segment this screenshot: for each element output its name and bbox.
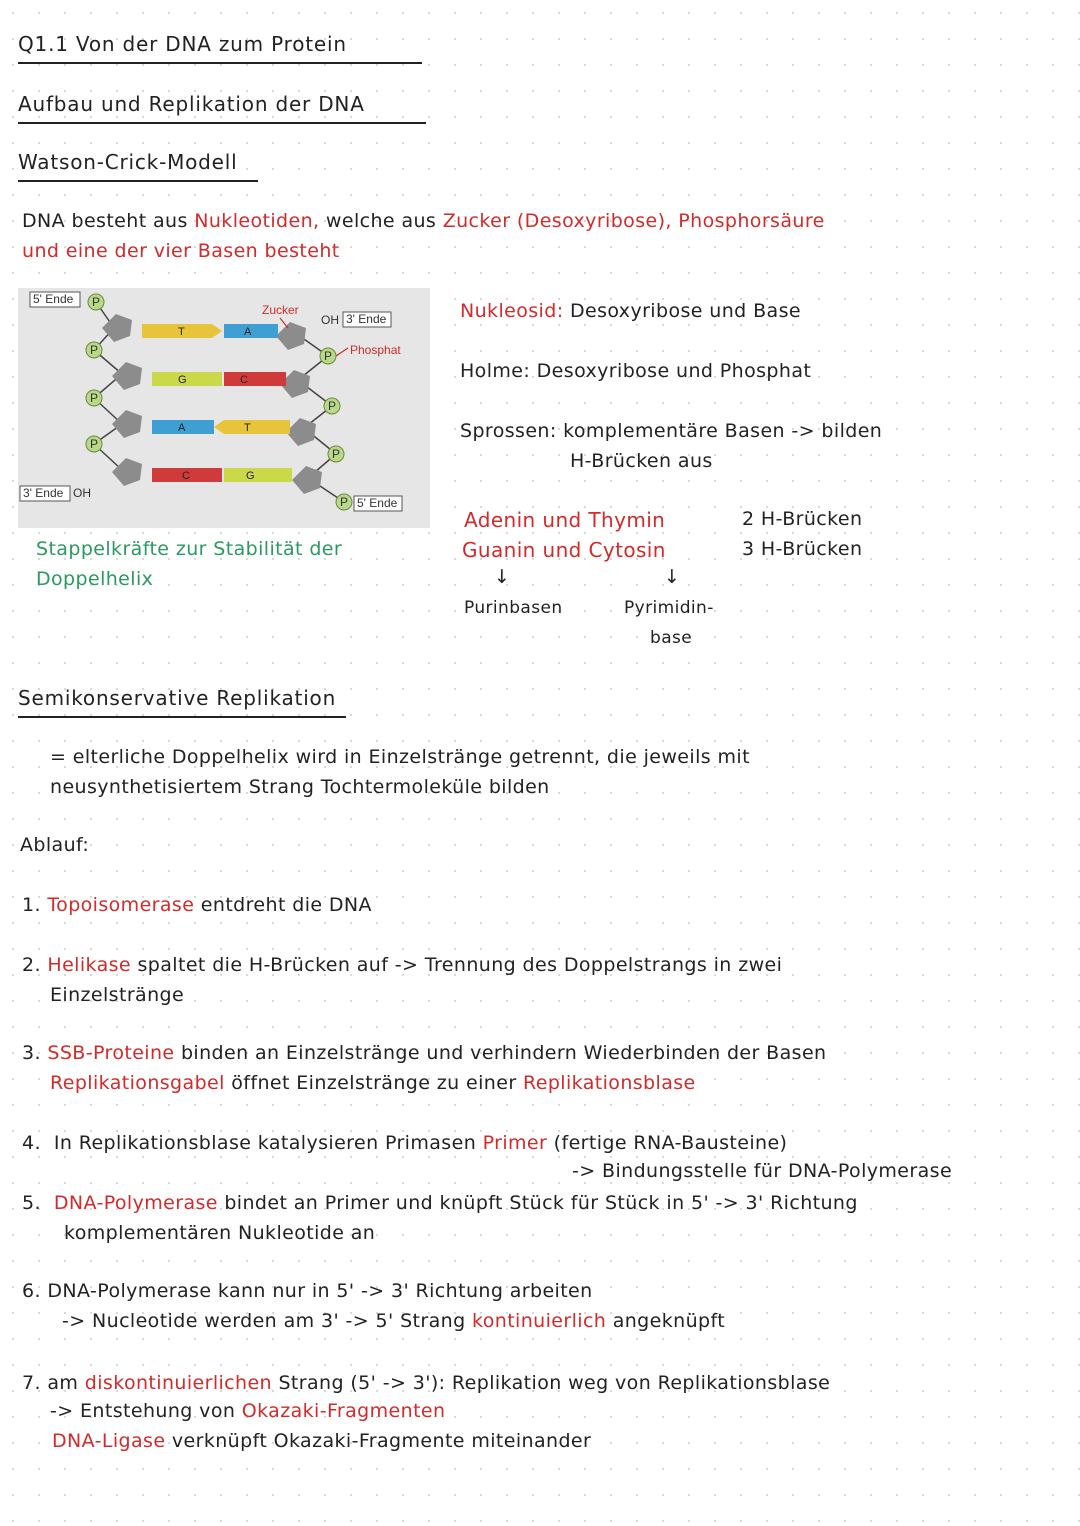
sugar-icon [276,322,306,350]
guanin-cytosin-bonds: 3 H-Brücken [742,538,863,560]
step-7-text-b: Strang (5' -> 3'): Replikation weg von Replikationsblase [278,1372,831,1394]
intro-line-1 [22,210,825,232]
base-label: T [244,422,251,434]
phosphate-label: P [90,391,99,405]
step-3-ssb-proteine: SSB-Proteine [47,1042,175,1064]
step-6 [22,1280,593,1302]
step-6-line-2a: -> Nucleotide werden am 3' -> 5' Strang [62,1310,466,1332]
step-2-line-2: Einzelstränge [50,984,185,1006]
intro-text-2: welche aus [325,210,437,232]
step-3-text: binden an Einzelstränge und verhindern Wiederbinden der Basen [180,1042,827,1064]
base-label: G [178,374,187,386]
annotation-phosphat: Phosphat [350,343,401,357]
end-label-3-top: 3' Ende [346,312,387,326]
step-7 [22,1372,830,1394]
step-6-line-2 [62,1310,725,1332]
step-4-primer: Primer [482,1132,548,1154]
sprossen-note-line-2 [570,450,713,472]
intro-line-2 [22,240,340,262]
step-1-topoisomerase: Topoisomerase [47,894,195,916]
step-7-text-a: am [47,1372,79,1394]
ablauf-label: Ablauf: [20,834,90,856]
step-4-number: 4. [22,1132,41,1154]
step-7-line-2 [50,1400,445,1422]
step-5-number: 5. [22,1192,41,1214]
intro-text-1: DNA besteht aus [22,210,188,232]
end-label-5-top: 5' Ende [33,292,74,306]
step-4-text-b: (fertige RNA-Bausteine) [553,1132,788,1154]
step-1-text: entdreht die DNA [200,894,372,916]
guanin-cytosin: Guanin und Cytosin [462,538,666,562]
section-heading-replikation [18,686,346,718]
step-4 [22,1132,787,1154]
sprossen-label: Sprossen: [460,420,557,442]
step-2-text: spaltet die H-Brücken auf -> Trennung des Doppelstrangs in zwei [137,954,783,976]
step-5-dna-polymerase: DNA-Polymerase [53,1192,218,1214]
base-label: C [240,374,248,386]
step-1 [22,894,372,916]
annotation-zucker: Zucker [262,303,299,317]
step-4-line-2: -> Bindungsstelle für DNA-Polymerase [572,1160,953,1182]
definition-line-1: = elterliche Doppelhelix wird in Einzelstränge getrennt, die jeweils mit [50,746,750,768]
step-2-number: 2. [22,954,41,976]
section-heading-watson-crick [18,150,258,182]
step-7-line-3-text: verknüpft Okazaki-Fragmente miteinander [171,1430,592,1452]
sugar-icon [112,362,142,390]
section-heading-replikation-text: Semikonservative Replikation [18,686,337,710]
sprossen-text-2: H-Brücken aus [570,450,713,472]
oh-label-top: OH [321,313,339,327]
step-4-text: In Replikationsblase katalysieren Primasen [53,1132,477,1154]
pyrimidin-label-2: base [650,628,693,648]
definition-line-2: neusynthetisiertem Strang Tochtermoleküle bilden [50,776,550,798]
section-heading-aufbau [18,92,426,124]
stapel-line-1: Stappelkräfte zur Stabilität der [36,538,343,560]
phosphate-label: P [90,437,99,451]
page-title-text: Q1.1 Von der DNA zum Protein [18,32,347,56]
sugar-icon [112,410,142,438]
dna-structure-svg [18,288,430,528]
step-7-number: 7. [22,1372,41,1394]
step-7-line-3 [52,1430,591,1452]
base-label: G [246,470,255,482]
step-3-number: 3. [22,1042,41,1064]
pyrimidin-label-1: Pyrimidin- [624,598,714,618]
holme-note [460,360,811,382]
nukleosid-label: Nukleosid: [460,300,564,322]
step-1-number: 1. [22,894,41,916]
step-2 [22,954,782,976]
intro-nukleotiden: Nukleotiden, [194,210,320,232]
dna-structure-figure [18,288,430,528]
holme-label: Holme: [460,360,531,382]
base-label: C [182,470,190,482]
phosphate-label: P [92,295,101,309]
base-label: A [178,422,186,434]
intro-zucker: Zucker (Desoxyribose), Phosphorsäure [442,210,825,232]
arrow-down-icon: ↓ [494,566,511,588]
phosphate-label: P [328,399,337,413]
sugar-icon [112,458,142,486]
step-3 [22,1042,826,1064]
holme-text: Desoxyribose und Phosphat [536,360,812,382]
stapel-line-2: Doppelhelix [36,568,154,590]
section-heading-aufbau-text: Aufbau und Replikation der DNA [18,92,365,116]
phosphate-label: P [332,447,341,461]
step-6-number: 6. [22,1280,41,1302]
phosphate-label: P [90,343,99,357]
step-3-replikationsgabel: Replikationsgabel [50,1072,225,1094]
adenin-thymin-bonds: 2 H-Brücken [742,508,863,530]
step-5-text: bindet an Primer und knüpft Stück für Stück in 5' -> 3' Richtung [224,1192,858,1214]
nukleosid-note [460,300,801,322]
page-title [18,32,422,64]
base-label: T [178,326,185,338]
step-2-helikase: Helikase [47,954,132,976]
sprossen-note [460,420,882,442]
section-heading-watson-crick-text: Watson-Crick-Modell [18,150,238,174]
phosphate-label: P [340,495,349,509]
step-3-line-2 [50,1072,696,1094]
step-7-diskontinuierlichen: diskontinuierlichen [84,1372,272,1394]
sprossen-text: komplementäre Basen -> bilden [563,420,883,442]
step-7-line-2a: -> Entstehung von [50,1400,236,1422]
adenin-thymin: Adenin und Thymin [464,508,666,532]
intro-line-2-text: und eine der vier Basen besteht [22,240,340,262]
purinbasen-label: Purinbasen [464,598,563,618]
arrow-down-icon: ↓ [664,566,681,588]
phosphate-label: P [324,349,333,363]
step-6-text: DNA-Polymerase kann nur in 5' -> 3' Richtung arbeiten [47,1280,593,1302]
step-7-dna-ligase: DNA-Ligase [52,1430,166,1452]
base-label: A [244,326,252,338]
step-6-line-2b: angeknüpft [612,1310,726,1332]
step-6-kontinuierlich: kontinuierlich [472,1310,607,1332]
oh-label-bottom: OH [73,486,91,500]
end-label-3-bottom: 3' Ende [23,486,64,500]
step-5-line-2: komplementären Nukleotide an [64,1222,376,1244]
step-5 [22,1192,858,1214]
step-3-text-2: öffnet Einzelstränge zu einer [231,1072,517,1094]
end-label-5-bottom: 5' Ende [357,496,398,510]
step-7-okazaki-fragmenten: Okazaki-Fragmenten [241,1400,446,1422]
step-3-replikationsblase: Replikationsblase [523,1072,696,1094]
nukleosid-text: Desoxyribose und Base [569,300,801,322]
